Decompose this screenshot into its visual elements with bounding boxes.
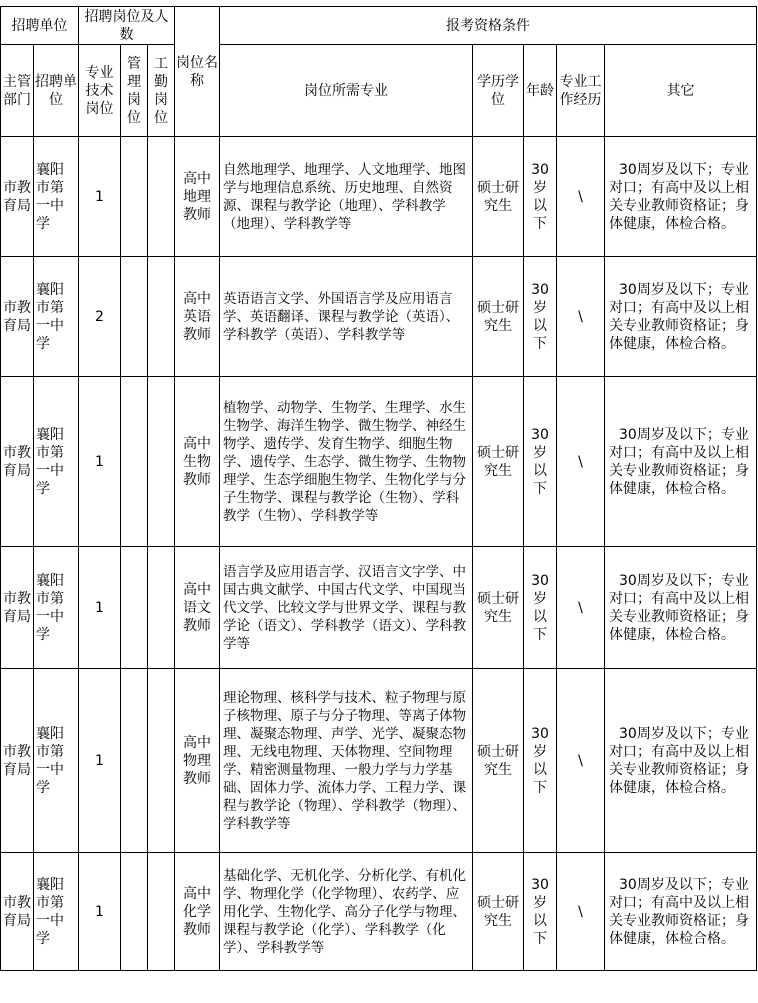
cell-mgmt-count [121, 547, 148, 669]
cell-dept: 市教育局 [1, 669, 34, 853]
table-row [1, 669, 757, 853]
cell-unit: 襄阳市第一中学 [34, 669, 79, 853]
table-row [1, 853, 757, 971]
cell-dept: 市教育局 [1, 257, 34, 377]
header-row-2 [1, 45, 757, 137]
cell-age: 30岁以下 [524, 257, 557, 377]
cell-labor-count [148, 853, 175, 971]
cell-degree: 硕士研究生 [473, 257, 524, 377]
table-row [1, 377, 757, 547]
header-mgmt-post: 管理岗位 [121, 45, 148, 137]
cell-dept: 市教育局 [1, 137, 34, 257]
cell-experience: \ [557, 257, 605, 377]
cell-major: 植物学、动物学、生物学、生理学、水生生物学、海洋生物学、微生物学、神经生物学、遗传学、发育生物学、细胞生物学、遗传学、生态学、微生物学、生物物理学、生态学细胞生物学、生物化学与分子生物学、课程与教学论（生物）、学科教学（生物）、学科教学等 [220, 377, 473, 547]
header-labor-post: 工勤岗位 [148, 45, 175, 137]
table-row [1, 257, 757, 377]
cell-unit: 襄阳市第一中学 [34, 377, 79, 547]
cell-other: 30周岁及以下；专业对口；有高中及以上相关专业教师资格证；身体健康，体检合格。 [605, 137, 757, 257]
header-other: 其它 [605, 45, 757, 137]
cell-post-name: 高中生物教师 [175, 377, 220, 547]
recruitment-table [0, 6, 757, 971]
table-row [1, 547, 757, 669]
cell-experience: \ [557, 137, 605, 257]
cell-mgmt-count [121, 257, 148, 377]
cell-experience: \ [557, 853, 605, 971]
cell-age: 30岁以下 [524, 547, 557, 669]
cell-experience: \ [557, 669, 605, 853]
cell-degree: 硕士研究生 [473, 547, 524, 669]
cell-labor-count [148, 547, 175, 669]
cell-degree: 硕士研究生 [473, 137, 524, 257]
cell-labor-count [148, 137, 175, 257]
cell-other: 30周岁及以下；专业对口；有高中及以上相关专业教师资格证；身体健康，体检合格。 [605, 669, 757, 853]
header-posts-and-count: 招聘岗位及人数 [79, 7, 175, 45]
header-tech-post: 专业技术岗位 [79, 45, 121, 137]
header-dept: 主管部门 [1, 45, 34, 137]
header-major: 岗位所需专业 [220, 45, 473, 137]
header-row-1 [1, 7, 757, 45]
cell-major: 自然地理学、地理学、人文地理学、地图学与地理信息系统、历史地理、自然资源、课程与教学论（地理）、学科教学（地理）、学科教学等 [220, 137, 473, 257]
cell-tech-count: 1 [79, 547, 121, 669]
cell-tech-count: 1 [79, 137, 121, 257]
recruitment-table-container [0, 6, 757, 971]
cell-post-name: 高中物理教师 [175, 669, 220, 853]
cell-other: 30周岁及以下；专业对口；有高中及以上相关专业教师资格证；身体健康，体检合格。 [605, 257, 757, 377]
cell-tech-count: 1 [79, 853, 121, 971]
header-experience: 专业工作经历 [557, 45, 605, 137]
cell-mgmt-count [121, 853, 148, 971]
cell-unit: 襄阳市第一中学 [34, 137, 79, 257]
cell-mgmt-count [121, 669, 148, 853]
header-age: 年龄 [524, 45, 557, 137]
cell-unit: 襄阳市第一中学 [34, 547, 79, 669]
header-conditions: 报考资格条件 [220, 7, 757, 45]
cell-age: 30岁以下 [524, 377, 557, 547]
table-row [1, 137, 757, 257]
cell-post-name: 高中英语教师 [175, 257, 220, 377]
cell-dept: 市教育局 [1, 547, 34, 669]
cell-post-name: 高中语文教师 [175, 547, 220, 669]
cell-other: 30周岁及以下；专业对口；有高中及以上相关专业教师资格证；身体健康，体检合格。 [605, 547, 757, 669]
cell-dept: 市教育局 [1, 853, 34, 971]
header-unit: 招聘单位 [34, 45, 79, 137]
cell-age: 30岁以下 [524, 669, 557, 853]
cell-dept: 市教育局 [1, 377, 34, 547]
cell-post-name: 高中化学教师 [175, 853, 220, 971]
cell-experience: \ [557, 547, 605, 669]
cell-mgmt-count [121, 137, 148, 257]
cell-degree: 硕士研究生 [473, 377, 524, 547]
cell-major: 理论物理、核科学与技术、粒子物理与原子核物理、原子与分子物理、等离子体物理、凝聚态物理、声学、光学、凝聚态物理、无线电物理、天体物理、空间物理学、精密测量物理、一般力学与力学基础、固体力学、流体力学、工程力学、课程与教学论（物理）、学科教学（物理）、学科教学等 [220, 669, 473, 853]
cell-other: 30周岁及以下；专业对口；有高中及以上相关专业教师资格证；身体健康，体检合格。 [605, 377, 757, 547]
cell-tech-count: 2 [79, 257, 121, 377]
cell-degree: 硕士研究生 [473, 669, 524, 853]
cell-labor-count [148, 377, 175, 547]
cell-mgmt-count [121, 377, 148, 547]
cell-experience: \ [557, 377, 605, 547]
cell-age: 30岁以下 [524, 137, 557, 257]
cell-age: 30岁以下 [524, 853, 557, 971]
header-post-name: 岗位名称 [175, 7, 220, 137]
cell-labor-count [148, 669, 175, 853]
cell-major: 英语语言文学、外国语言学及应用语言学、英语翻译、课程与教学论（英语）、学科教学（英语）、学科教学等 [220, 257, 473, 377]
cell-degree: 硕士研究生 [473, 853, 524, 971]
header-recruit-unit: 招聘单位 [1, 7, 79, 45]
header-degree: 学历学位 [473, 45, 524, 137]
cell-tech-count: 1 [79, 669, 121, 853]
cell-unit: 襄阳市第一中学 [34, 257, 79, 377]
cell-other: 30周岁及以下；专业对口；有高中及以上相关专业教师资格证；身体健康，体检合格。 [605, 853, 757, 971]
cell-post-name: 高中地理教师 [175, 137, 220, 257]
cell-major: 语言学及应用语言学、汉语言文字学、中国古典文献学、中国古代文学、中国现当代文学、比较文学与世界文学、课程与教学论（语文）、学科教学（语文）、学科教学等 [220, 547, 473, 669]
cell-major: 基础化学、无机化学、分析化学、有机化学、物理化学（化学物理）、农药学、应用化学、生物化学、高分子化学与物理、课程与教学论（化学）、学科教学（化学）、学科教学等 [220, 853, 473, 971]
cell-unit: 襄阳市第一中学 [34, 853, 79, 971]
cell-tech-count: 1 [79, 377, 121, 547]
cell-labor-count [148, 257, 175, 377]
